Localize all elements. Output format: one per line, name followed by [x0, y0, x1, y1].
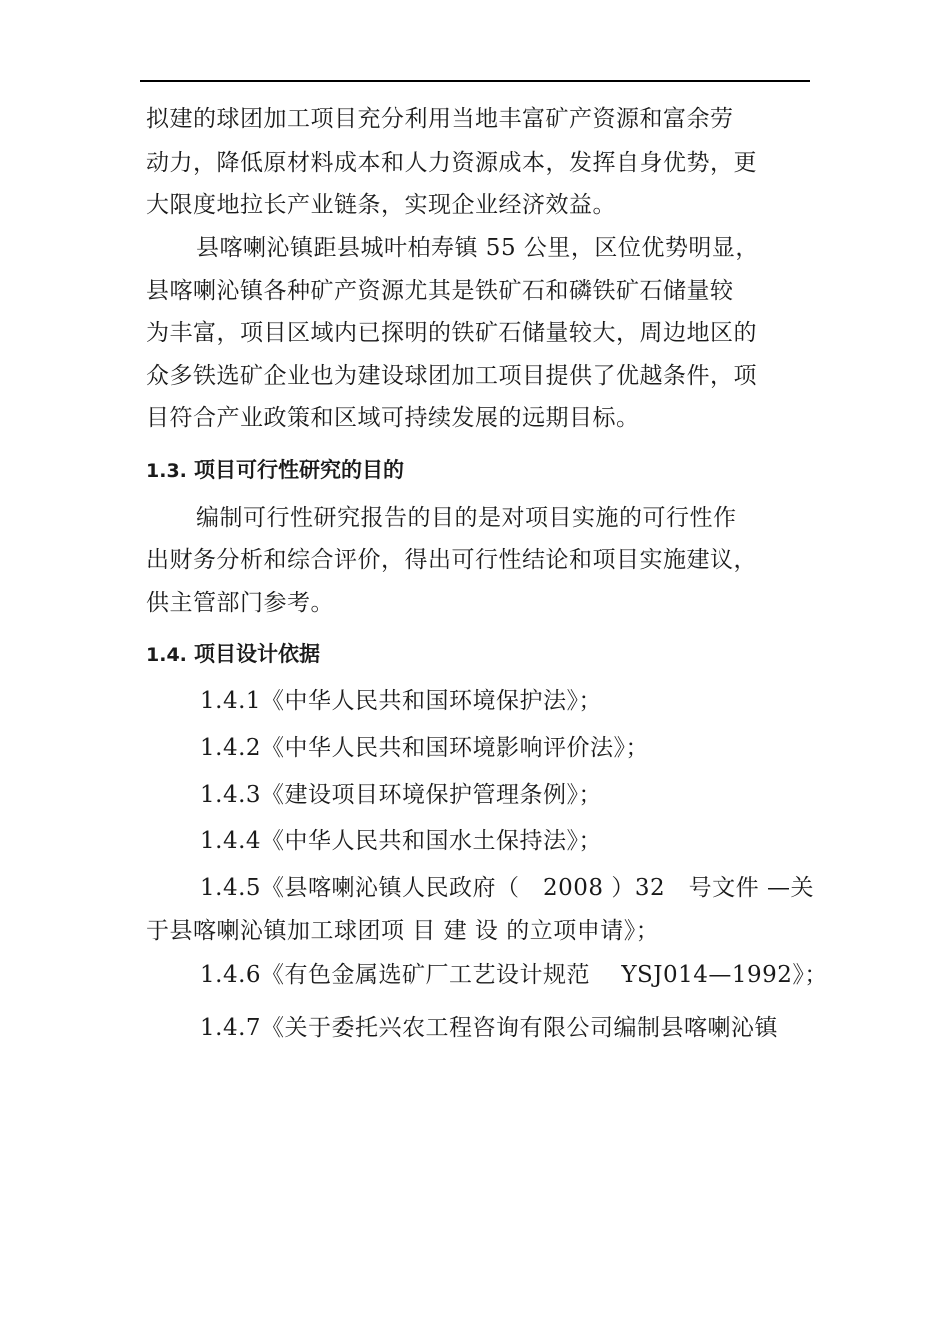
section-1-3-heading: [146, 455, 404, 486]
paragraph-3-line-2: 出财务分析和综合评价，得出可行性结论和项目实施建议，: [146, 547, 757, 573]
reference-1-4-1: 1.4.1《中华人民共和国环境保护法》；: [200, 688, 603, 714]
section-1-4-heading: [146, 639, 320, 670]
reference-1-4-7: 1.4.7《关于委托兴农工程咨询有限公司编制县喀喇沁镇: [200, 1015, 779, 1041]
paragraph-1-line-3: 大限度地拉长产业链条，实现企业经济效益。: [146, 192, 616, 218]
section-title: 项目设计依据: [194, 642, 320, 666]
paragraph-1-line-1: 拟建的球团加工项目充分利用当地丰富矿产资源和富余劳: [146, 106, 734, 132]
paragraph-3-line-1: 编制可行性研究报告的目的是对项目实施的可行性作: [196, 505, 737, 531]
section-title: 项目可行性研究的目的: [194, 458, 404, 482]
paragraph-2-line-3: 为丰富，项目区域内已探明的铁矿石储量较大，周边地区的: [146, 320, 757, 346]
section-number: 1.3.: [146, 460, 187, 482]
paragraph-2-line-4: 众多铁选矿企业也为建设球团加工项目提供了优越条件，项: [146, 363, 757, 389]
reference-1-4-3: 1.4.3《建设项目环境保护管理条例》；: [200, 782, 603, 808]
reference-1-4-6: 1.4.6《有色金属选矿厂工艺设计规范 YSJ014—1992》；: [200, 962, 828, 988]
paragraph-2-line-2: 县喀喇沁镇各种矿产资源尤其是铁矿石和磷铁矿石储量较: [146, 278, 734, 304]
reference-1-4-2: 1.4.2《中华人民共和国环境影响评价法》；: [200, 735, 650, 761]
paragraph-1-line-2: 动力，降低原材料成本和人力资源成本，发挥自身优势，更: [146, 150, 757, 176]
paragraph-2-line-5: 目符合产业政策和区域可持续发展的远期目标。: [146, 405, 640, 431]
paragraph-2-line-1: 县喀喇沁镇距县城叶柏寿镇 55 公里，区位优势明显，: [196, 235, 759, 261]
reference-1-4-4: 1.4.4《中华人民共和国水土保持法》；: [200, 828, 603, 854]
section-number: 1.4.: [146, 644, 187, 666]
paragraph-3-line-3: 供主管部门参考。: [146, 590, 334, 616]
reference-1-4-5-line-2: 于县喀喇沁镇加工球团项 目 建 设 的立项申请》；: [146, 918, 660, 944]
reference-1-4-5-line-1: 1.4.5《县喀喇沁镇人民政府（ 2008 ）32 号文件 —关: [200, 875, 814, 901]
header-rule: [140, 80, 810, 82]
